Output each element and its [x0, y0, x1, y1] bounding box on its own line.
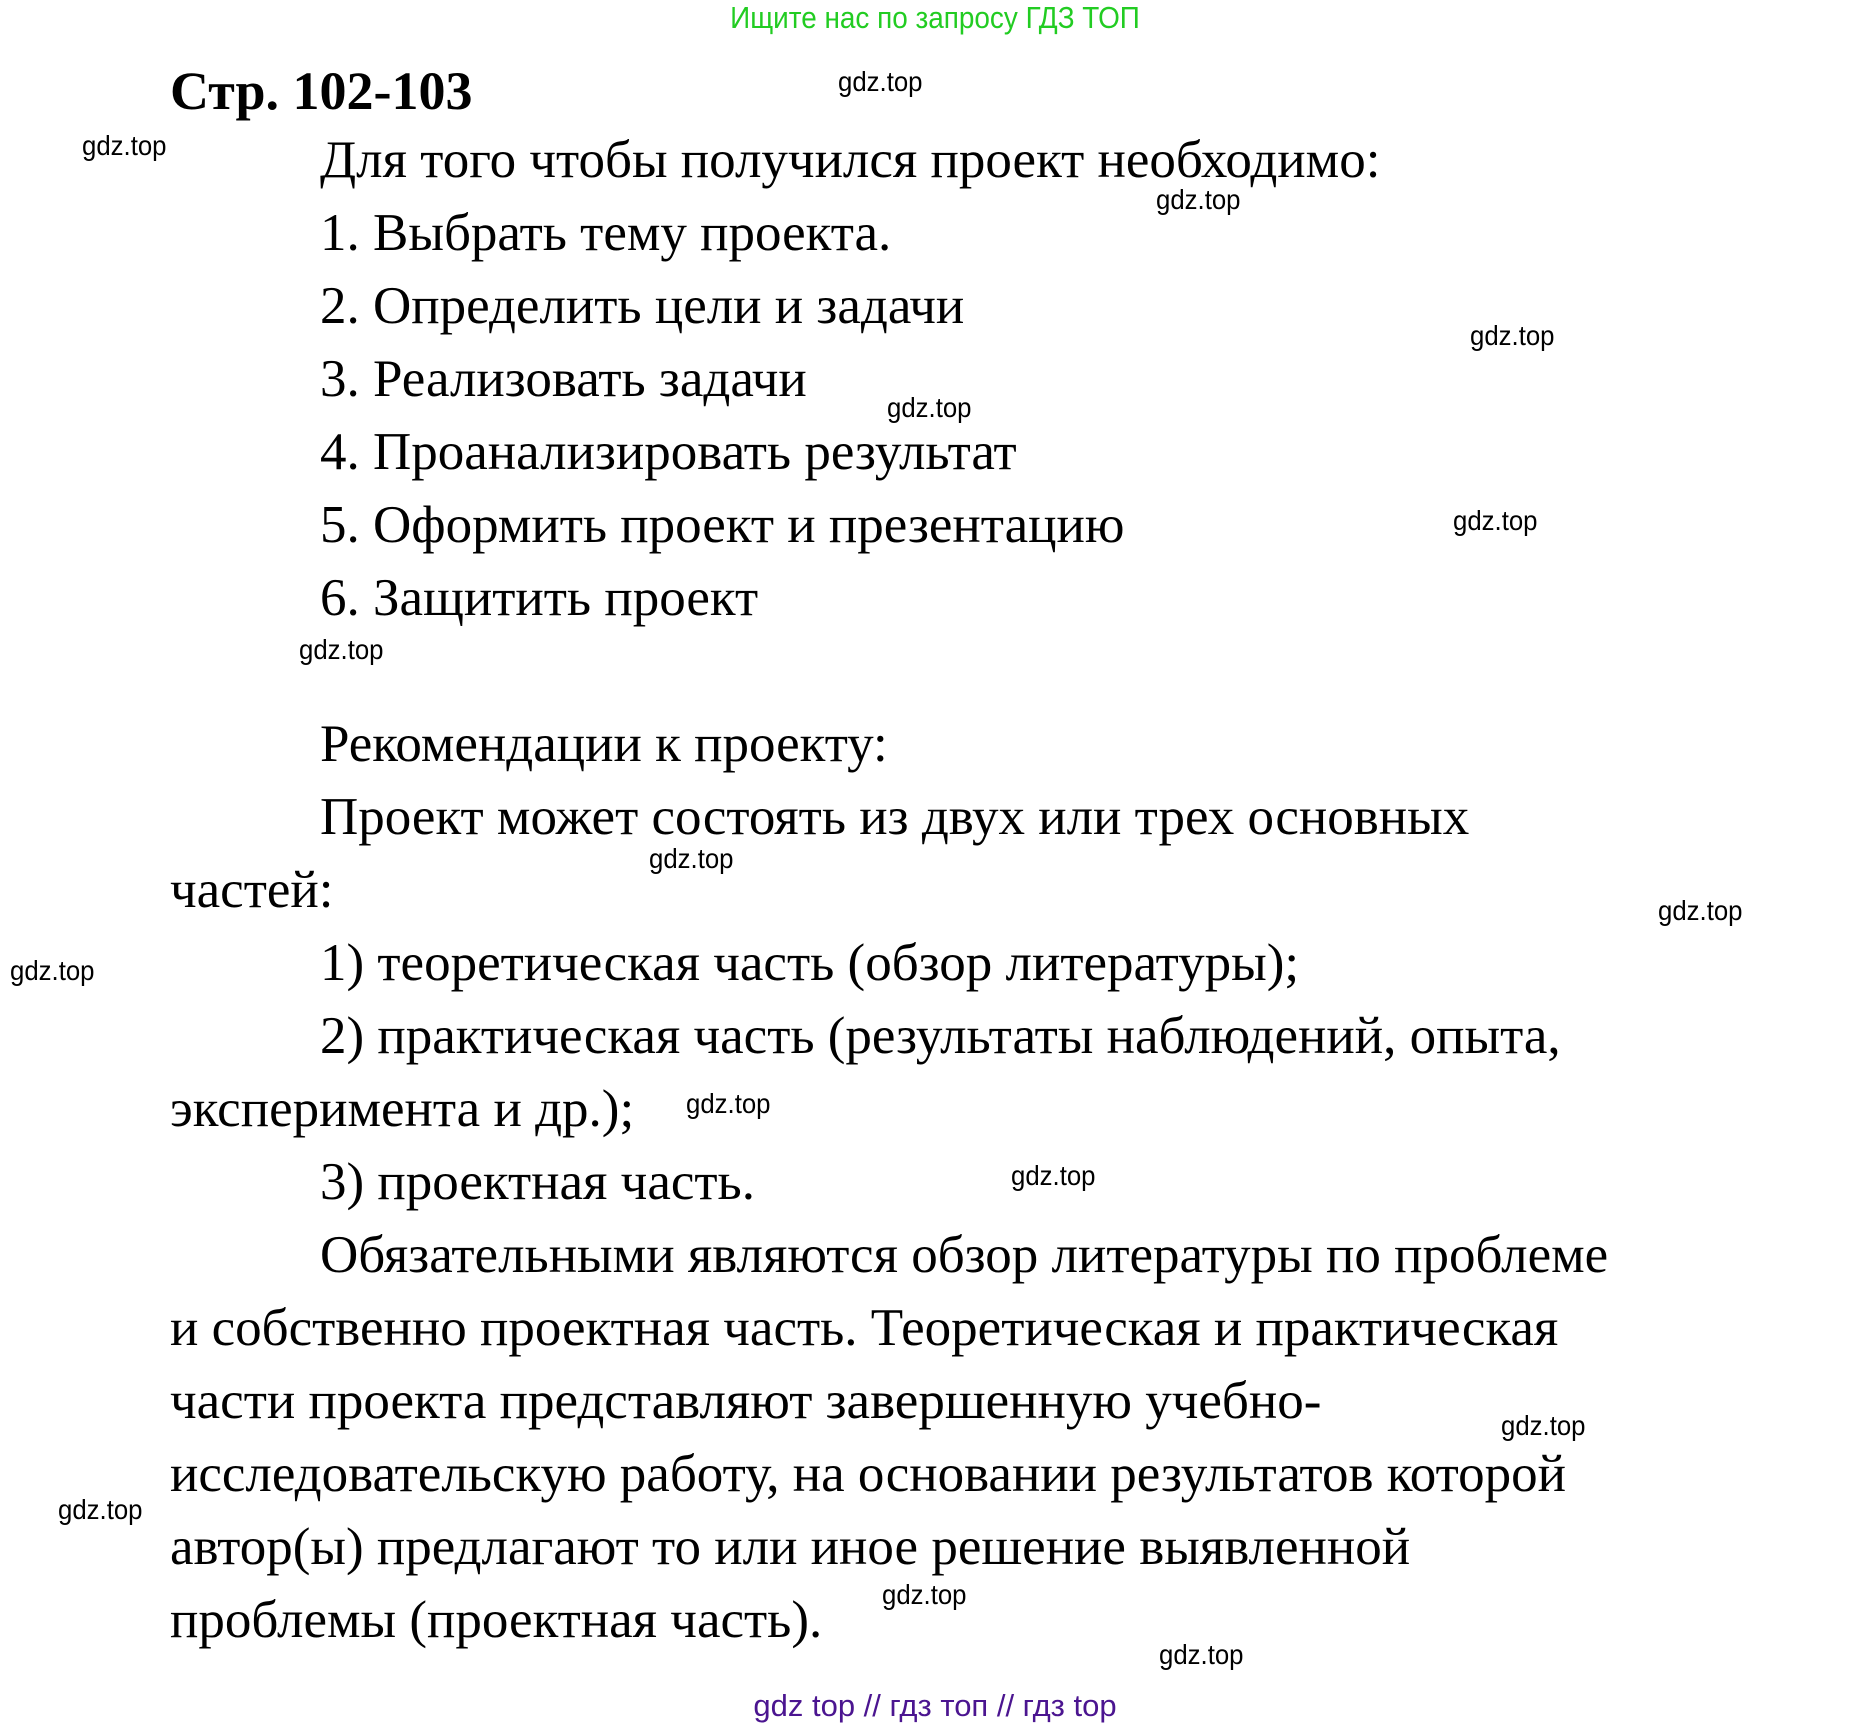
promo-banner: Ищите нас по запросу ГДЗ ТОП — [730, 0, 1140, 35]
watermark: gdz.top — [838, 66, 923, 97]
page-title: Стр. 102-103 — [170, 61, 473, 121]
watermark: gdz.top — [82, 130, 167, 161]
step-item: 4. Проанализировать результат — [320, 423, 1017, 481]
step-item: 3. Реализовать задачи — [320, 350, 807, 408]
paragraph-line: Обязательными являются обзор литературы по проблеме — [320, 1226, 1609, 1284]
watermark: gdz.top — [299, 634, 384, 665]
paragraph-line: исследовательскую работу, на основании результатов которой — [170, 1445, 1566, 1503]
paragraph-line: и собственно проектная часть. Теоретическая и практическая — [170, 1299, 1559, 1357]
step-item: 5. Оформить проект и презентацию — [320, 496, 1125, 554]
paragraph-line: Проект может состоять из двух или трех основных — [320, 788, 1470, 846]
paragraph-line: частей: — [170, 861, 334, 919]
paragraph-line: 1) теоретическая часть (обзор литературы); — [320, 934, 1300, 992]
paragraph-line: 3) проектная часть. — [320, 1153, 755, 1211]
watermark: gdz.top — [1501, 1410, 1586, 1441]
watermark: gdz.top — [1011, 1160, 1096, 1191]
paragraph-line: эксперимента и др.); — [170, 1080, 635, 1138]
watermark: gdz.top — [686, 1088, 771, 1119]
recommendations-heading: Рекомендации к проекту: — [320, 715, 888, 773]
watermark: gdz.top — [1156, 184, 1241, 215]
watermark: gdz.top — [1453, 505, 1538, 536]
watermark: gdz.top — [1658, 895, 1743, 926]
step-item: 1. Выбрать тему проекта. — [320, 204, 892, 262]
watermark: gdz.top — [887, 392, 972, 423]
watermark: gdz.top — [10, 955, 95, 986]
paragraph-line: автор(ы) предлагают то или иное решение выявленной — [170, 1518, 1411, 1576]
paragraph-line: части проекта представляют завершенную учебно- — [170, 1372, 1322, 1430]
watermark: gdz.top — [1470, 320, 1555, 351]
watermark: gdz.top — [882, 1579, 967, 1610]
watermark: gdz.top — [58, 1494, 143, 1525]
watermark: gdz.top — [649, 843, 734, 874]
paragraph-line: проблемы (проектная часть). — [170, 1591, 823, 1649]
steps-intro: Для того чтобы получился проект необходимо: — [320, 131, 1381, 189]
step-item: 2. Определить цели и задачи — [320, 277, 965, 335]
watermark: gdz.top — [1159, 1639, 1244, 1670]
paragraph-line: 2) практическая часть (результаты наблюдений, опыта, — [320, 1007, 1561, 1065]
footer-watermark: gdz top // гдз топ // гдз top — [753, 1688, 1117, 1723]
step-item: 6. Защитить проект — [320, 569, 759, 627]
